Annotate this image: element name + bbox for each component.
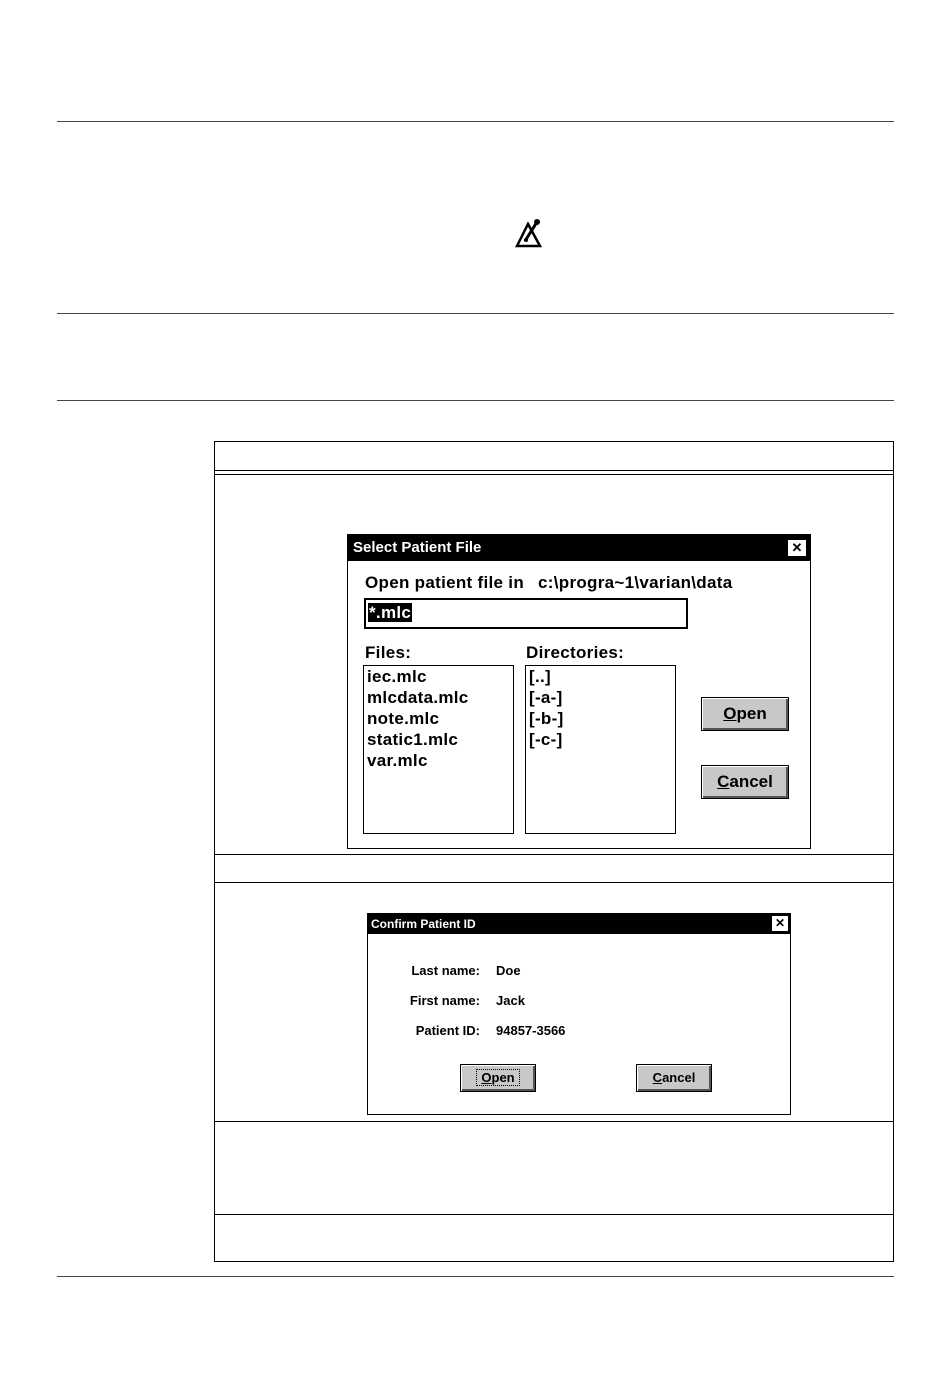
- confirm-patient-id-dialog: [367, 913, 791, 1115]
- cancel-button-mnemonic: C: [717, 772, 730, 791]
- files-label: Files:: [365, 643, 412, 662]
- open-button-mnemonic: O: [723, 704, 737, 723]
- cancel-button[interactable]: [636, 1064, 712, 1092]
- directories-list[interactable]: [525, 665, 676, 834]
- list-item[interactable]: var.mlc: [367, 751, 428, 770]
- open-button-label: pen: [736, 704, 767, 723]
- table-row-divider: [215, 854, 893, 855]
- focus-ring: [476, 1069, 519, 1086]
- path-value: c:\progra~1\varian\data: [538, 573, 733, 592]
- table-header-divider-2: [215, 474, 893, 475]
- patient-id-value: 94857-3566: [496, 1023, 566, 1038]
- path-label: Open patient file in: [365, 573, 525, 592]
- section-rule: [57, 400, 894, 401]
- cancel-button-label: ancel: [729, 772, 773, 791]
- cancel-button-mnemonic: C: [652, 1070, 663, 1085]
- dialog-title: Select Patient File: [353, 539, 482, 556]
- table-header-divider: [215, 470, 893, 471]
- cancel-button[interactable]: [701, 765, 789, 799]
- table-row-divider: [215, 882, 893, 883]
- list-item[interactable]: [-c-]: [529, 730, 563, 749]
- list-item[interactable]: note.mlc: [367, 709, 440, 728]
- close-icon[interactable]: ✕: [788, 540, 806, 556]
- patient-id-label: Patient ID:: [415, 1023, 480, 1038]
- open-button-label: pen: [491, 1070, 515, 1085]
- last-name-value: Doe: [496, 963, 521, 978]
- dialog-titlebar: [348, 535, 810, 561]
- list-item[interactable]: [-a-]: [529, 688, 563, 707]
- bottom-rule: [57, 1276, 894, 1277]
- path-row: [365, 573, 732, 593]
- table-row-divider: [215, 1121, 893, 1122]
- dialog-title: Confirm Patient ID: [371, 917, 476, 931]
- list-item[interactable]: static1.mlc: [367, 730, 459, 749]
- files-list[interactable]: [363, 665, 514, 834]
- list-item[interactable]: mlcdata.mlc: [367, 688, 469, 707]
- table-row-divider: [215, 1214, 893, 1215]
- last-name-label: Last name:: [411, 963, 480, 978]
- cancel-button-label: ancel: [662, 1070, 696, 1085]
- list-item[interactable]: [-b-]: [529, 709, 564, 728]
- list-item[interactable]: iec.mlc: [367, 667, 427, 686]
- file-filter-input[interactable]: [364, 598, 688, 629]
- first-name-value: Jack: [496, 993, 525, 1008]
- first-name-label: First name:: [409, 993, 480, 1008]
- close-icon[interactable]: ✕: [772, 916, 788, 931]
- file-filter-value: *.mlc: [369, 603, 412, 622]
- directories-label: Directories:: [526, 643, 625, 662]
- note-pencil-icon: [513, 215, 549, 251]
- open-button[interactable]: [460, 1064, 536, 1092]
- select-patient-file-dialog: [347, 534, 811, 849]
- open-button[interactable]: [701, 697, 789, 731]
- open-button-mnemonic: O: [481, 1070, 492, 1085]
- top-rule: [57, 121, 894, 122]
- dialog-titlebar: [368, 914, 790, 934]
- list-item[interactable]: [..]: [529, 667, 551, 686]
- mid-rule: [57, 313, 894, 314]
